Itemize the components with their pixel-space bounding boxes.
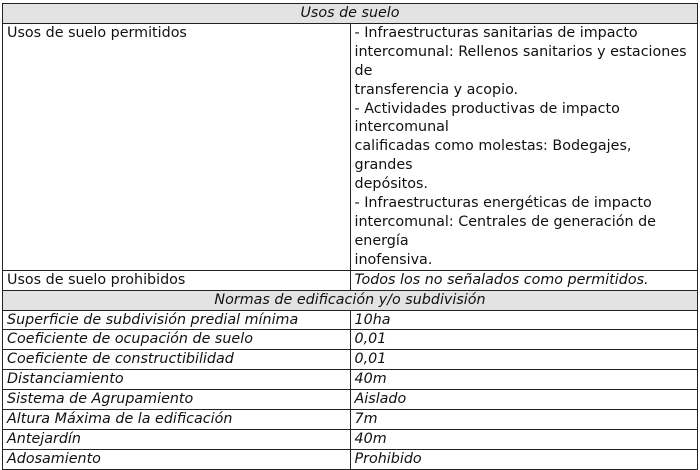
normas-value: Aislado: [350, 390, 698, 410]
permitidos-line: intercomunal: Centrales de generación de energía: [354, 213, 656, 249]
normas-label: Superficie de subdivisión predial mínima: [3, 310, 351, 330]
permitidos-row: [3, 23, 698, 270]
normas-label: Sistema de Agrupamiento: [3, 390, 351, 410]
normas-value: Prohibido: [350, 449, 698, 469]
permitidos-line: - Infraestructuras energéticas de impacto: [354, 195, 652, 212]
normas-row: [3, 390, 698, 410]
zoning-table: [2, 3, 698, 470]
normas-value: 0,01: [350, 330, 698, 350]
normas-row: [3, 429, 698, 449]
normas-value: 0,01: [350, 350, 698, 370]
normas-label: Distanciamiento: [3, 370, 351, 390]
normas-header: Normas de edificación y/o subdivisión: [3, 290, 698, 310]
permitidos-line: depósitos.: [354, 176, 428, 193]
normas-label: Altura Máxima de la edificación: [3, 410, 351, 430]
normas-label: Coeficiente de constructibilidad: [3, 350, 351, 370]
permitidos-line: - Actividades productivas de impacto intercomunal: [354, 100, 620, 136]
normas-row: [3, 330, 698, 350]
permitidos-line: inofensiva.: [354, 251, 433, 268]
normas-row: [3, 310, 698, 330]
usos-header-row: [3, 4, 698, 24]
prohibidos-row: [3, 270, 698, 290]
normas-label: Coeficiente de ocupación de suelo: [3, 330, 351, 350]
normas-value: 10ha: [350, 310, 698, 330]
normas-row: [3, 370, 698, 390]
normas-value: 7m: [350, 410, 698, 430]
normas-row: [3, 410, 698, 430]
normas-value: 40m: [350, 429, 698, 449]
normas-label: Adosamiento: [3, 449, 351, 469]
normas-row: [3, 449, 698, 469]
normas-value: 40m: [350, 370, 698, 390]
normas-label: Antejardín: [3, 429, 351, 449]
prohibidos-label: Usos de suelo prohibidos: [3, 270, 351, 290]
permitidos-line: - Infraestructuras sanitarias de impacto: [354, 24, 638, 41]
permitidos-line: intercomunal: Rellenos sanitarios y estaciones de: [354, 43, 687, 79]
permitidos-line: transferencia y acopio.: [354, 81, 519, 98]
permitidos-value: [350, 23, 698, 270]
permitidos-line: calificadas como molestas: Bodegajes, grandes: [354, 138, 632, 174]
normas-row: [3, 350, 698, 370]
prohibidos-value: Todos los no señalados como permitidos.: [350, 270, 698, 290]
normas-header-row: [3, 290, 698, 310]
usos-header: Usos de suelo: [3, 4, 698, 24]
permitidos-label: Usos de suelo permitidos: [3, 23, 351, 270]
